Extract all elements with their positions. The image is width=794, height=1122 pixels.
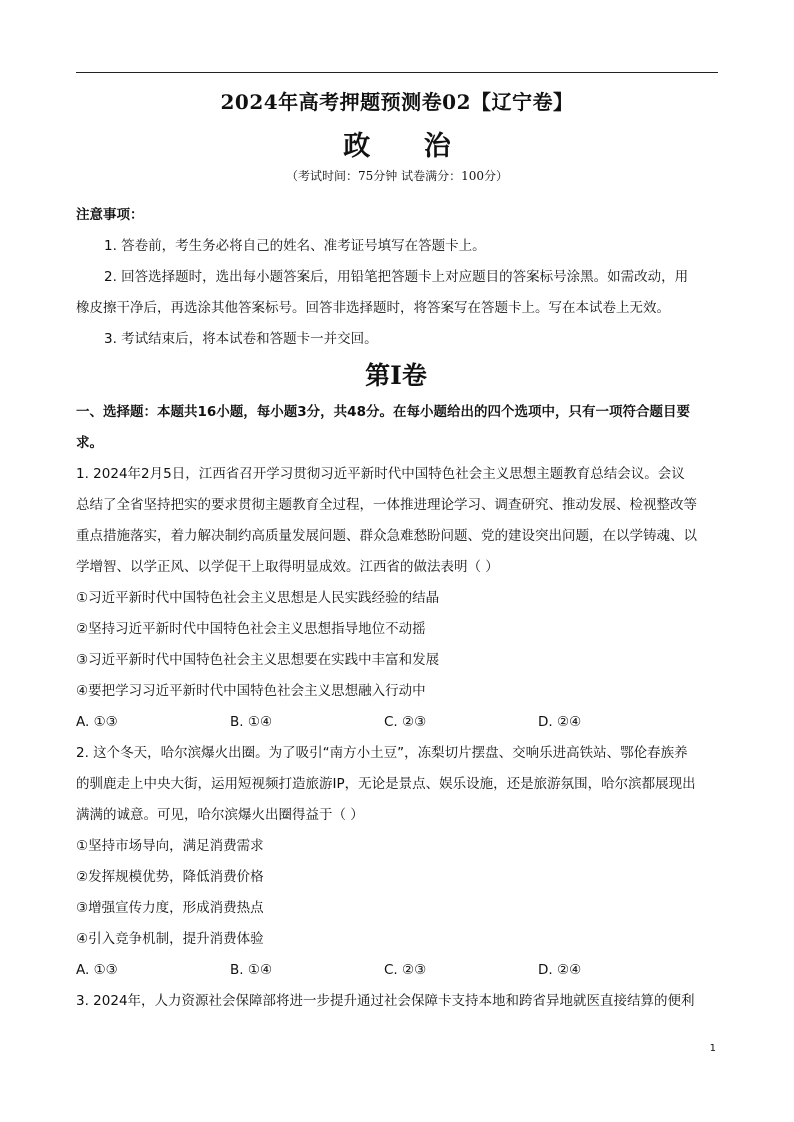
q3-stem-line: 3. 2024年，人力资源社会保障部将进一步提升通过社会保障卡支持本地和跨省异地就医直接结算的便利	[76, 993, 695, 1009]
q1-option-a: A. ①③	[76, 714, 118, 730]
q1-stem-line: 1. 2024年2月5日，江西省召开学习贯彻习近平新时代中国特色社会主义思想主题教育总结会议。会议	[76, 466, 685, 482]
q2-option-d: D. ②④	[538, 962, 582, 978]
volume-title: 第Ⅰ卷	[365, 361, 427, 390]
q2-stem-line: 满满的诚意。可见，哈尔滨爆火出圈得益于（ ）	[76, 807, 364, 823]
q1-item: ②坚持习近平新时代中国特色社会主义思想指导地位不动摇	[76, 621, 426, 637]
q2-option-c: C. ②③	[384, 962, 427, 978]
notice-item-2-cont: 橡皮擦干净后，再选涂其他答案标号。回答非选择题时，将答案写在答题卡上。写在本试卷上无效。	[76, 300, 670, 316]
q1-item: ③习近平新时代中国特色社会主义思想要在实践中丰富和发展	[76, 652, 440, 668]
q2-item: ②发挥规模优势，降低消费价格	[76, 869, 264, 885]
q1-item: ①习近平新时代中国特色社会主义思想是人民实践经验的结晶	[76, 590, 440, 606]
notice-heading: 注意事项：	[76, 207, 144, 223]
q1-options	[76, 707, 716, 738]
q1-item: ④要把学习习近平新时代中国特色社会主义思想融入行动中	[76, 683, 426, 699]
q2-item: ④引入竞争机制，提升消费体验	[76, 931, 264, 947]
q1-option-b: B. ①④	[230, 714, 273, 730]
section-heading-cont: 求。	[76, 435, 103, 451]
page-number: 1	[709, 1043, 716, 1054]
q1-stem-line: 重点措施落实，着力解决制约高质量发展问题、群众急难愁盼问题、党的建设突出问题，在以学铸魂、以	[76, 528, 697, 544]
header-rule	[76, 72, 718, 73]
q1-option-d: D. ②④	[538, 714, 582, 730]
exam-info: （考试时间：75分钟 试卷满分：100分）	[286, 169, 508, 183]
q2-item: ③增强宣传力度，形成消费热点	[76, 900, 264, 916]
q2-stem-line: 的驯鹿走上中央大街，运用短视频打造旅游IP，无论是景点、娱乐设施，还是旅游氛围，哈尔滨都展现出	[76, 776, 696, 792]
paper-content	[76, 200, 716, 1017]
q2-stem-line: 2. 这个冬天，哈尔滨爆火出圈。为了吸引“南方小土豆”，冻梨切片摆盘、交响乐进高铁站、鄂伦春族养	[76, 745, 688, 761]
q1-stem-line: 学增智、以学正风、以学促干上取得明显成效。江西省的做法表明（ ）	[76, 559, 499, 575]
q2-options	[76, 955, 716, 986]
paper-title: 2024年高考押题预测卷02【辽宁卷】	[220, 90, 574, 114]
subject-title: 政 治	[343, 131, 473, 162]
notice-item-1: 1. 答卷前，考生务必将自己的姓名、准考证号填写在答题卡上。	[104, 238, 486, 254]
q2-item: ①坚持市场导向，满足消费需求	[76, 838, 264, 854]
notice-item-2: 2. 回答选择题时，选出每小题答案后，用铅笔把答题卡上对应题目的答案标号涂黑。如需改动，用	[104, 269, 689, 285]
q2-option-a: A. ①③	[76, 962, 118, 978]
q1-stem-line: 总结了全省坚持把实的要求贯彻主题教育全过程，一体推进理论学习、调查研究、推动发展、检视整改等	[76, 497, 697, 513]
section-heading: 一、选择题：本题共16小题，每小题3分，共48分。在每小题给出的四个选项中，只有一项符合题目要	[76, 404, 690, 420]
notice-item-3: 3. 考试结束后，将本试卷和答题卡一并交回。	[104, 331, 378, 347]
q1-option-c: C. ②③	[384, 714, 427, 730]
q2-option-b: B. ①④	[230, 962, 273, 978]
